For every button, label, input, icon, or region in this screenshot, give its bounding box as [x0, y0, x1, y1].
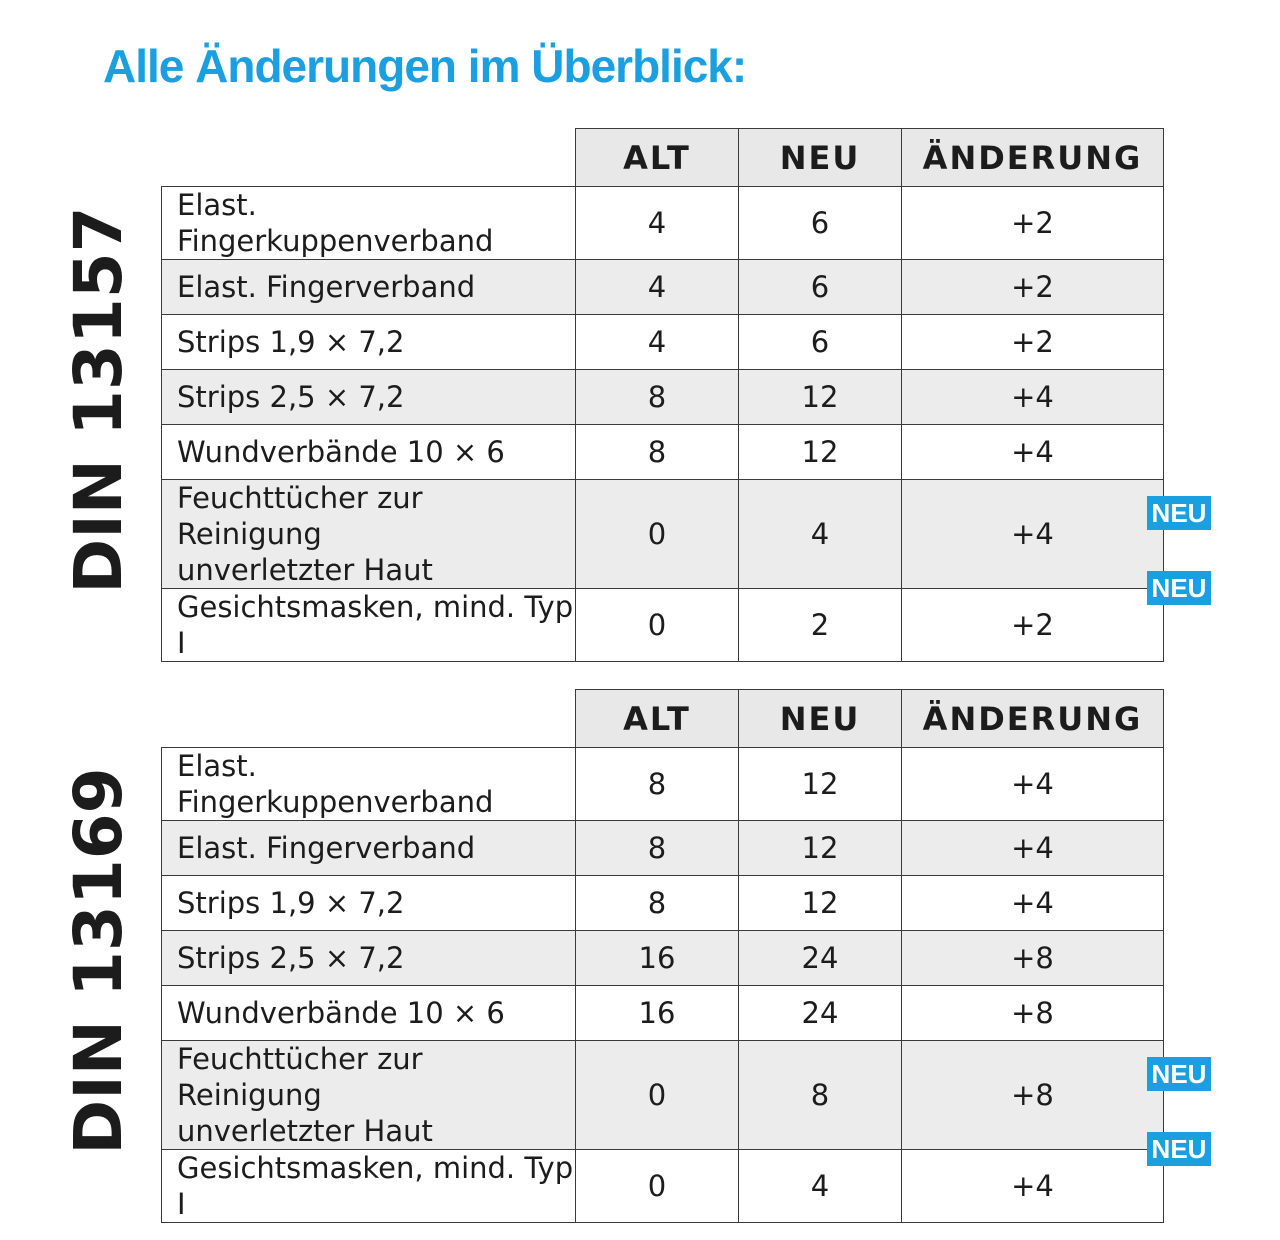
change-value: +2 — [902, 315, 1164, 370]
item-name: Wundverbände 10 × 6 — [162, 425, 576, 480]
table-row — [162, 748, 1164, 821]
header-blank — [162, 129, 576, 187]
new-badge: NEU — [1147, 571, 1211, 605]
header-new: NEU — [739, 129, 902, 187]
new-badge: NEU — [1147, 496, 1211, 530]
table-row — [162, 1150, 1164, 1223]
new-badge: NEU — [1147, 1057, 1211, 1091]
old-value: 16 — [576, 986, 739, 1041]
old-value: 0 — [576, 1150, 739, 1223]
section-din-13169 — [0, 689, 1280, 1221]
old-value: 0 — [576, 589, 739, 662]
din-label — [60, 747, 137, 1175]
item-name: Feuchttücher zur Reinigung unverletzter Haut — [162, 480, 576, 589]
change-value: +2 — [902, 187, 1164, 260]
table-row — [162, 315, 1164, 370]
new-value: 2 — [739, 589, 902, 662]
new-value: 24 — [739, 931, 902, 986]
new-badge: NEU — [1147, 1132, 1211, 1166]
header-change: ÄNDERUNG — [902, 129, 1164, 187]
din-label-text: DIN 13157 — [60, 206, 137, 594]
table-row — [162, 876, 1164, 931]
change-value: +4 — [902, 821, 1164, 876]
header-new: NEU — [739, 690, 902, 748]
item-name: Elast. Fingerkuppenverband — [162, 748, 576, 821]
item-name: Elast. Fingerkuppenverband — [162, 187, 576, 260]
change-value: +4 — [902, 1150, 1164, 1223]
din-label-text: DIN 13169 — [60, 767, 137, 1155]
new-value: 6 — [739, 187, 902, 260]
new-value: 24 — [739, 986, 902, 1041]
change-value: +8 — [902, 986, 1164, 1041]
new-value: 6 — [739, 315, 902, 370]
old-value: 16 — [576, 931, 739, 986]
change-value: +2 — [902, 260, 1164, 315]
page-title: Alle Änderungen im Überblick: — [103, 40, 747, 92]
item-name: Feuchttücher zur Reinigung unverletzter Haut — [162, 1041, 576, 1150]
changes-table — [161, 689, 1164, 1223]
change-value: +4 — [902, 876, 1164, 931]
old-value: 8 — [576, 821, 739, 876]
table-row — [162, 260, 1164, 315]
table-row — [162, 589, 1164, 662]
new-value: 12 — [739, 425, 902, 480]
new-value: 12 — [739, 876, 902, 931]
table-row — [162, 931, 1164, 986]
table-row — [162, 187, 1164, 260]
change-value: +4 — [902, 480, 1164, 589]
new-value: 12 — [739, 821, 902, 876]
old-value: 4 — [576, 315, 739, 370]
change-value: +4 — [902, 425, 1164, 480]
old-value: 4 — [576, 260, 739, 315]
table-row — [162, 1041, 1164, 1150]
old-value: 8 — [576, 748, 739, 821]
item-name: Strips 2,5 × 7,2 — [162, 370, 576, 425]
table-row — [162, 480, 1164, 589]
item-name: Gesichtsmasken, mind. Typ I — [162, 1150, 576, 1223]
item-name: Strips 2,5 × 7,2 — [162, 931, 576, 986]
changes-table — [161, 128, 1164, 662]
header-blank — [162, 690, 576, 748]
old-value: 8 — [576, 425, 739, 480]
item-name: Elast. Fingerverband — [162, 260, 576, 315]
header-old: ALT — [576, 129, 739, 187]
header-change: ÄNDERUNG — [902, 690, 1164, 748]
new-value: 4 — [739, 1150, 902, 1223]
item-name: Gesichtsmasken, mind. Typ I — [162, 589, 576, 662]
new-value: 6 — [739, 260, 902, 315]
change-value: +8 — [902, 1041, 1164, 1150]
old-value: 0 — [576, 1041, 739, 1150]
new-value: 12 — [739, 370, 902, 425]
section-din-13157 — [0, 128, 1280, 660]
item-name: Strips 1,9 × 7,2 — [162, 315, 576, 370]
table-row — [162, 370, 1164, 425]
change-value: +4 — [902, 370, 1164, 425]
din-label — [60, 186, 137, 614]
table-row — [162, 425, 1164, 480]
old-value: 4 — [576, 187, 739, 260]
new-value: 8 — [739, 1041, 902, 1150]
table-row — [162, 821, 1164, 876]
table-row — [162, 986, 1164, 1041]
new-value: 12 — [739, 748, 902, 821]
change-value: +8 — [902, 931, 1164, 986]
old-value: 8 — [576, 876, 739, 931]
item-name: Wundverbände 10 × 6 — [162, 986, 576, 1041]
old-value: 8 — [576, 370, 739, 425]
old-value: 0 — [576, 480, 739, 589]
change-value: +2 — [902, 589, 1164, 662]
new-value: 4 — [739, 480, 902, 589]
item-name: Elast. Fingerverband — [162, 821, 576, 876]
header-old: ALT — [576, 690, 739, 748]
item-name: Strips 1,9 × 7,2 — [162, 876, 576, 931]
change-value: +4 — [902, 748, 1164, 821]
